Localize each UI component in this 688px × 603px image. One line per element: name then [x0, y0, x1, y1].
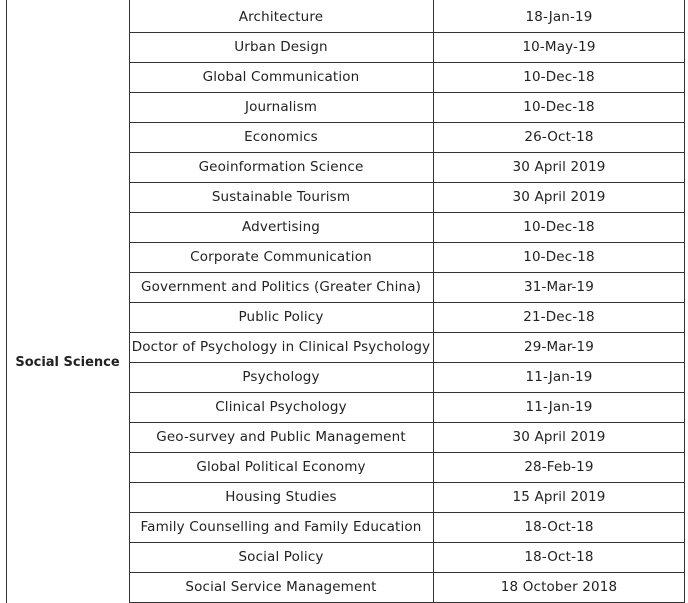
programme-cell: Journalism: [244, 99, 318, 115]
programme-cell: Clinical Psychology: [215, 399, 347, 415]
category-cell: Social Science: [15, 355, 120, 370]
deadline-cell: 10-Dec-18: [523, 99, 595, 115]
programme-cell: Advertising: [241, 219, 321, 235]
deadline-cell: 10-Dec-18: [523, 219, 595, 235]
deadline-cell: 10-May-19: [522, 39, 596, 55]
programme-cell: Social Policy: [238, 549, 324, 565]
deadline-cell: 18 October 2018: [500, 579, 618, 595]
programme-deadline-table: [6, 0, 684, 603]
deadline-cell: 30 April 2019: [512, 159, 606, 175]
deadline-cell: 18-Oct-18: [524, 549, 594, 565]
programme-cell: Global Political Economy: [196, 459, 366, 475]
deadline-cell: 15 April 2019: [512, 489, 606, 505]
deadline-cell: 11-Jan-19: [525, 369, 593, 385]
programme-cell: Geo-survey and Public Management: [156, 429, 406, 445]
deadline-cell: 31-Mar-19: [523, 279, 595, 295]
programme-cell: Geoinformation Science: [198, 159, 364, 175]
programme-cell: Psychology: [242, 369, 320, 385]
programme-cell: Public Policy: [238, 309, 324, 325]
deadline-cell: 18-Oct-18: [524, 519, 594, 535]
programme-cell: Housing Studies: [225, 489, 337, 505]
programme-cell: Architecture: [238, 9, 324, 25]
deadline-cell: 29-Mar-19: [523, 339, 595, 355]
programme-cell: Global Communication: [202, 69, 360, 85]
programme-cell: Corporate Communication: [190, 249, 372, 265]
programme-cell: Sustainable Tourism: [211, 189, 351, 205]
table-border-left: [6, 0, 7, 603]
deadline-cell: 10-Dec-18: [523, 69, 595, 85]
deadline-cell: 10-Dec-18: [523, 249, 595, 265]
deadline-cell: 30 April 2019: [512, 189, 606, 205]
deadline-cell: 18-Jan-19: [525, 9, 593, 25]
deadline-cell: 30 April 2019: [512, 429, 606, 445]
deadline-cell: 26-Oct-18: [524, 129, 594, 145]
programme-cell: Doctor of Psychology in Clinical Psychology: [131, 339, 431, 355]
deadline-cell: 21-Dec-18: [523, 309, 595, 325]
programme-cell: Urban Design: [234, 39, 328, 55]
deadline-cell: 11-Jan-19: [525, 399, 593, 415]
programme-cell: Family Counselling and Family Education: [140, 519, 422, 535]
programme-cell: Social Service Management: [185, 579, 377, 595]
programme-cell: Economics: [244, 129, 318, 145]
programme-cell: Government and Politics (Greater China): [140, 279, 422, 295]
deadline-cell: 28-Feb-19: [524, 459, 594, 475]
